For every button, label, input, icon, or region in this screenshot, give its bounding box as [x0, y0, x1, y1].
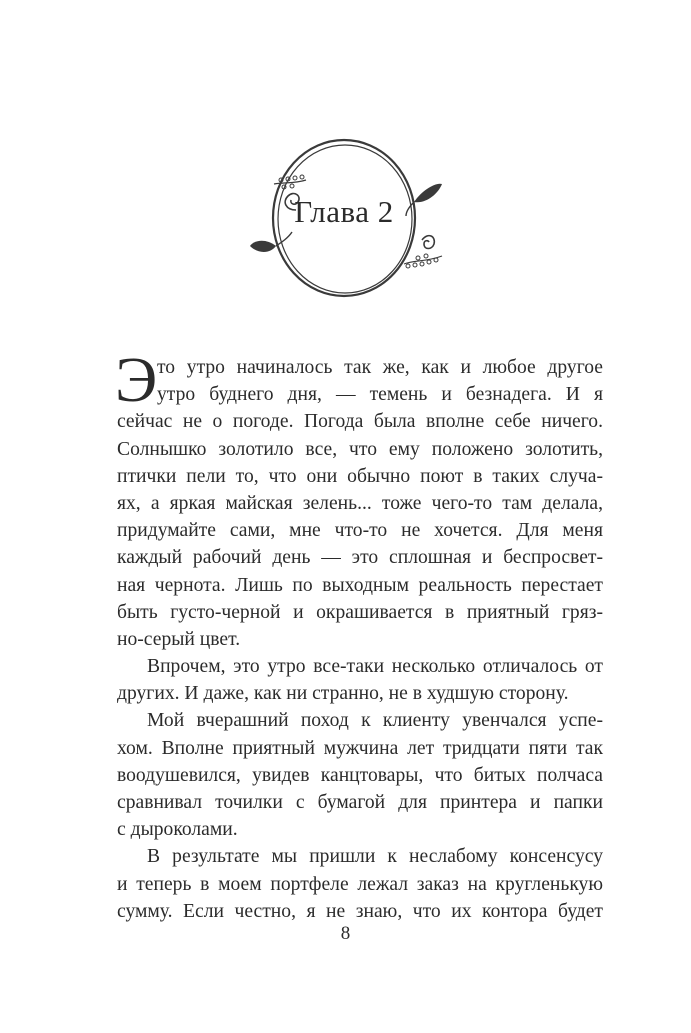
page-number: 8 [340, 923, 351, 944]
text-line: В результате мы пришли к неслабому консенсусу [147, 846, 603, 868]
text-line: сравнивал точилки с бумагой для принтера и папки [117, 792, 603, 813]
text-line: птички пели то, что они обычно поют в таких случа- [117, 465, 603, 487]
text-line: каждый рабочий день — это сплошная и беспросвет- [117, 547, 603, 569]
text-line: то утро начиналось так же, как и любое другое [157, 357, 603, 378]
text-line: придумайте сами, мне что-то не хочется. Для меня [117, 520, 603, 542]
text-line: сейчас не о погоде. Погода была вполне себе ничего. [117, 411, 603, 433]
drop-cap: Э [115, 344, 158, 415]
text-line: утро буднего дня, — темень и безнадега. И я [157, 384, 603, 406]
text-line: но-серый цвет. [117, 628, 241, 650]
text-line: с дыроколами. [117, 819, 238, 841]
text-line: хом. Вполне приятный мужчина лет тридцати пяти так [117, 737, 603, 759]
text-line: сумму. Если честно, я не знаю, что их контора будет [117, 900, 603, 922]
text-line: воодушевился, увидев канцтовары, что битых полчаса [117, 764, 603, 786]
leaf-icon [250, 241, 276, 252]
text-line: ная чернота. Лишь по выходным реальность перестает [117, 574, 603, 596]
text-line: Мой вчерашний поход к клиенту увенчался успе- [147, 710, 603, 732]
swirl-icon [422, 236, 434, 249]
text-line: Солнышко золотило все, что ему положено золотить, [117, 438, 603, 460]
chapter-title: Глава 2 [294, 194, 394, 229]
text-line: и теперь в моем портфеле лежал заказ на кругленькую [117, 873, 603, 895]
text-line: быть густо-черной и окрашивается в приятный гряз- [117, 601, 603, 623]
chapter-emblem [236, 132, 452, 307]
text-line: Впрочем, это утро все-таки несколько отличалось от [147, 656, 603, 678]
body-text [115, 344, 603, 925]
text-line: других. И даже, как ни странно, не в худшую сторону. [117, 683, 569, 705]
text-line: ях, а яркая майская зелень... тоже чего-то там делала, [117, 492, 603, 514]
